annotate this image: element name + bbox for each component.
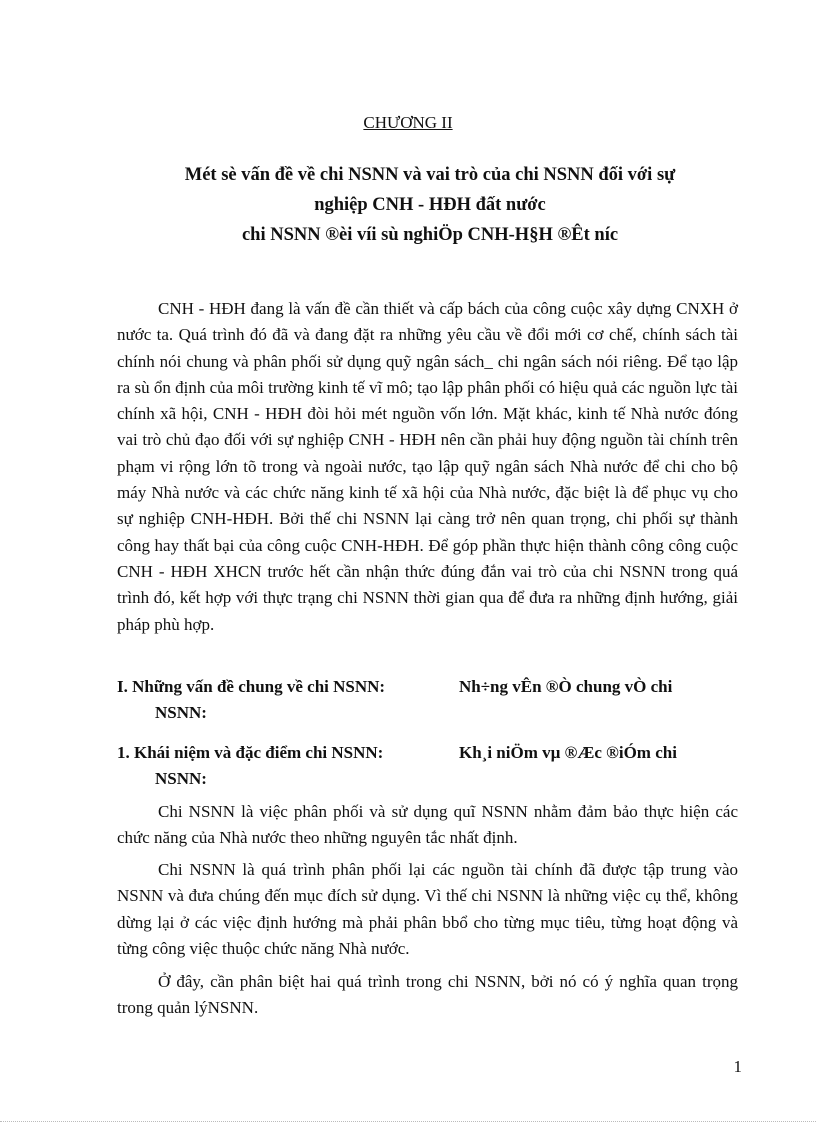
- paragraph-distinction: Ở đây, cần phân biệt hai quá trình trong chi NSNN, bởi nó có ý nghĩa quan trọng trong quản lýNSNN.: [117, 972, 738, 1018]
- section-1-label: I. Những vấn đề chung về chi NSNN:: [117, 677, 386, 696]
- page-bottom-rule: [0, 1121, 816, 1122]
- title-line-3: chi NSNN ®èi víi sù nghiÖp CNH-H§H ®Êt níc: [241, 225, 619, 245]
- intro-paragraph: CNH - HĐH đang là vấn đề cần thiết và cấp bách của công cuộc xây dựng CNXH ở nước ta. Quá trình đó đã và đang đặt ra những yêu cầu về đổi mới cơ chế, chính sách tài chính nói chung và phân phối sử dụng quỹ ngân sách_ chi ngân sách nói riêng. Để tạo lập ra sù ổn định của môi trường kinh tế vĩ mô; tạo lập phân phối có hiệu quả các nguồn lực tài chính xã hội, CNH - HĐH đòi hỏi mét nguồn vốn lớn. Mặt khác, kinh tế Nhà nước đóng vai trò chủ đạo đối với sự nghiệp CNH - HĐH nên cần phải huy động nguồn tài chính trên phạm vi rộng lớn tõ trong và ngoài nước, tạo lập quỹ ngân sách Nhà nước để chi cho bộ máy Nhà nước và các chức năng kinh tế xã hội của Nhà nước, đặc biệt là để phục vụ cho sự nghiệp CNH-HĐH. Bởi thế chi NSNN lại càng trở nên quan trọng, chi phối sự thành công hay thất bại của công cuộc CNH-HĐH. Để góp phần thực hiện thành công công cuộc CNH - HĐH XHCN trước hết cần nhận thức đúng đắn vai trò của chi NSNN trong quá trình đó, kết hợp với thực trạng chi NSNN thời gian qua để đưa ra những định hướng, giải pháp phù hợp.: [117, 299, 738, 634]
- title-line-1: Mét sè vấn đề về chi NSNN và vai trò của chi NSNN đối với sự: [184, 165, 676, 185]
- section-heading-1-1: [117, 740, 738, 792]
- section-1-1-garbled: Kh¸i niÖm vµ ®Æc ®iÓm chi: [459, 743, 677, 762]
- section-1-1-continuation: NSNN:: [155, 769, 207, 788]
- chapter-heading: CHƯƠNG II: [363, 113, 453, 132]
- title-line-2: nghiệp CNH - HĐH đất nước: [314, 195, 546, 215]
- section-heading-1: [117, 674, 738, 726]
- paragraph-definition: Chi NSNN là việc phân phối và sử dụng quĩ NSNN nhằm đảm bảo thực hiện các chức năng của Nhà nước theo những nguyên tắc nhất định.: [117, 802, 738, 848]
- section-1-garbled: Nh÷ng vÊn ®Ò chung vÒ chi: [459, 677, 673, 696]
- paragraph-process: Chi NSNN là quá trình phân phối lại các nguồn tài chính đã được tập trung vào NSNN và đưa chúng đến mục đích sử dụng. Vì thế chi NSNN là những việc cụ thể, không dừng lại ở các việc định hướng mà phải phân bbổ cho từng mục tiêu, từng hoạt động và từng công việc thuộc chức năng Nhà nước.: [117, 860, 738, 958]
- chapter-title: [120, 160, 740, 250]
- page-number: 1: [733, 1057, 742, 1076]
- section-1-1-label: 1. Khái niệm và đặc điểm chi NSNN:: [117, 743, 384, 762]
- section-1-continuation: NSNN:: [155, 703, 207, 722]
